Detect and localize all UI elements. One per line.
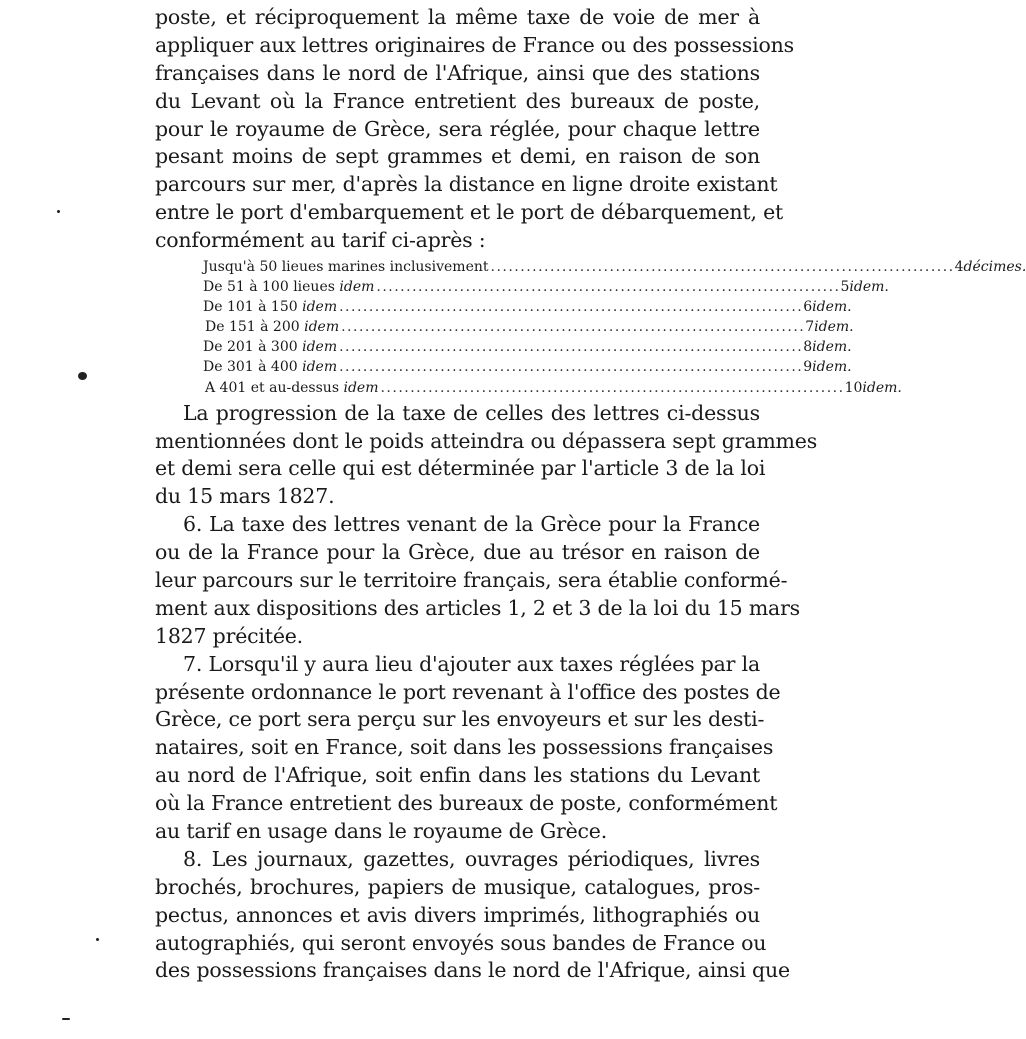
leader-dots: .............................................................................. xyxy=(376,279,841,296)
text-line: leur parcours sur le territoire français, sera établie conformé- xyxy=(155,568,788,593)
tarif-table xyxy=(203,257,1026,398)
text-line: brochés, brochures, papiers de musique, catalogues, pros- xyxy=(155,874,760,899)
text-line: pesant moins de sept grammes et demi, en raison de son xyxy=(155,144,760,169)
tarif-value: 7 xyxy=(805,319,815,336)
text-line: et demi sera celle qui est déterminée par l'article 3 de la loi xyxy=(155,456,766,481)
tarif-distance: De 201 à 300 xyxy=(203,339,298,356)
article-8-line: 8. Les journaux, gazettes, ouvrages périodiques, livres xyxy=(183,846,760,871)
leader-dots: .............................................................................. xyxy=(339,339,804,356)
tarif-unit: idem. xyxy=(812,299,852,316)
text-line: du Levant où la France entretient des bureaux de poste, xyxy=(155,88,760,113)
tarif-distance: De 301 à 400 xyxy=(203,359,298,376)
tarif-idem: idem xyxy=(302,299,338,316)
text-line: du 15 mars 1827. xyxy=(155,484,335,509)
tarif-value: 6 xyxy=(803,299,813,316)
text-line: pectus, annonces et avis divers imprimés, lithographiés ou xyxy=(155,902,760,927)
tarif-row xyxy=(203,257,1026,277)
document-page xyxy=(155,4,1026,985)
tarif-distance: De 51 à 100 lieues xyxy=(203,279,335,296)
leader-dots: .............................................................................. xyxy=(490,259,955,276)
tarif-unit: idem. xyxy=(812,359,852,376)
text-line: 1827 précitée. xyxy=(155,623,303,648)
tarif-value: 9 xyxy=(803,359,813,376)
tarif-unit: décimes. xyxy=(963,259,1026,276)
text-line: présente ordonnance le port revenant à l'office des postes de xyxy=(155,679,781,704)
tarif-unit: idem. xyxy=(862,379,902,396)
text-line: appliquer aux lettres originaires de France ou des possessions xyxy=(155,32,794,57)
text-line: au tarif en usage dans le royaume de Grèce. xyxy=(155,819,608,844)
tarif-unit: idem. xyxy=(812,339,852,356)
tarif-row xyxy=(203,337,852,357)
text-line: mentionnées dont le poids atteindra ou dépassera sept grammes xyxy=(155,428,818,453)
text-line: poste, et réciproquement la même taxe de voie de mer à xyxy=(155,5,760,29)
tarif-unit: idem. xyxy=(849,279,889,296)
scan-speck xyxy=(57,210,60,213)
paragraph-tarif-intro xyxy=(155,4,794,255)
tarif-idem: idem xyxy=(302,359,338,376)
text-line: nataires, soit en France, soit dans les possessions françaises xyxy=(155,735,774,760)
tarif-distance: Jusqu'à 50 lieues marines inclusivement xyxy=(203,259,489,276)
text-line: ou de la France pour la Grèce, due au trésor en raison de xyxy=(155,540,760,565)
scan-speck xyxy=(96,938,99,941)
tarif-value: 8 xyxy=(803,339,813,356)
leader-dots: .............................................................................. xyxy=(339,299,804,316)
tarif-distance: De 151 à 200 xyxy=(205,319,300,336)
tarif-row xyxy=(203,317,854,337)
text-line: ment aux dispositions des articles 1, 2 et 3 de la loi du 15 mars xyxy=(155,595,801,620)
leader-dots: .............................................................................. xyxy=(341,319,806,336)
tarif-row xyxy=(203,297,852,317)
text-line: pour le royaume de Grèce, sera réglée, pour chaque lettre xyxy=(155,116,760,141)
tarif-distance: A 401 et au-dessus xyxy=(205,379,340,396)
tarif-row xyxy=(203,378,902,398)
text-line: parcours sur mer, d'après la distance en ligne droite existant xyxy=(155,172,778,197)
tarif-row xyxy=(203,277,889,297)
tarif-unit: idem. xyxy=(814,319,854,336)
text-line: autographiés, qui seront envoyés sous bandes de France ou xyxy=(155,930,767,955)
text-line: des possessions françaises dans le nord de l'Afrique, ainsi que xyxy=(155,958,790,983)
tarif-idem: idem xyxy=(304,319,340,336)
scan-speck xyxy=(78,372,87,380)
leader-dots: .............................................................................. xyxy=(339,359,804,376)
tarif-value: 5 xyxy=(840,279,850,296)
article-7-line: 7. Lorsqu'il y aura lieu d'ajouter aux taxes réglées par la xyxy=(183,651,760,676)
text-line: La progression de la taxe de celles des lettres ci-dessus xyxy=(183,400,760,425)
text-line: conformément au tarif ci-après : xyxy=(155,228,486,253)
scan-speck xyxy=(62,1018,70,1020)
tarif-idem: idem xyxy=(302,339,338,356)
tarif-value: 10 xyxy=(844,379,863,396)
tarif-idem: idem xyxy=(343,379,379,396)
text-line: au nord de l'Afrique, soit enfin dans les stations du Levant xyxy=(155,763,760,788)
tarif-distance: De 101 à 150 xyxy=(203,299,298,316)
text-line: entre le port d'embarquement et le port de débarquement, et xyxy=(155,200,784,225)
paragraph-articles xyxy=(155,400,818,986)
text-line: françaises dans le nord de l'Afrique, ainsi que des stations xyxy=(155,60,760,85)
article-6-line: 6. La taxe des lettres venant de la Grèce pour la France xyxy=(183,512,760,537)
leader-dots: .............................................................................. xyxy=(380,379,845,396)
text-line: où la France entretient des bureaux de poste, conformément xyxy=(155,791,778,816)
tarif-idem: idem xyxy=(339,279,375,296)
tarif-row xyxy=(203,357,852,377)
text-line: Grèce, ce port sera perçu sur les envoyeurs et sur les desti- xyxy=(155,707,765,732)
tarif-value: 4 xyxy=(954,259,964,276)
